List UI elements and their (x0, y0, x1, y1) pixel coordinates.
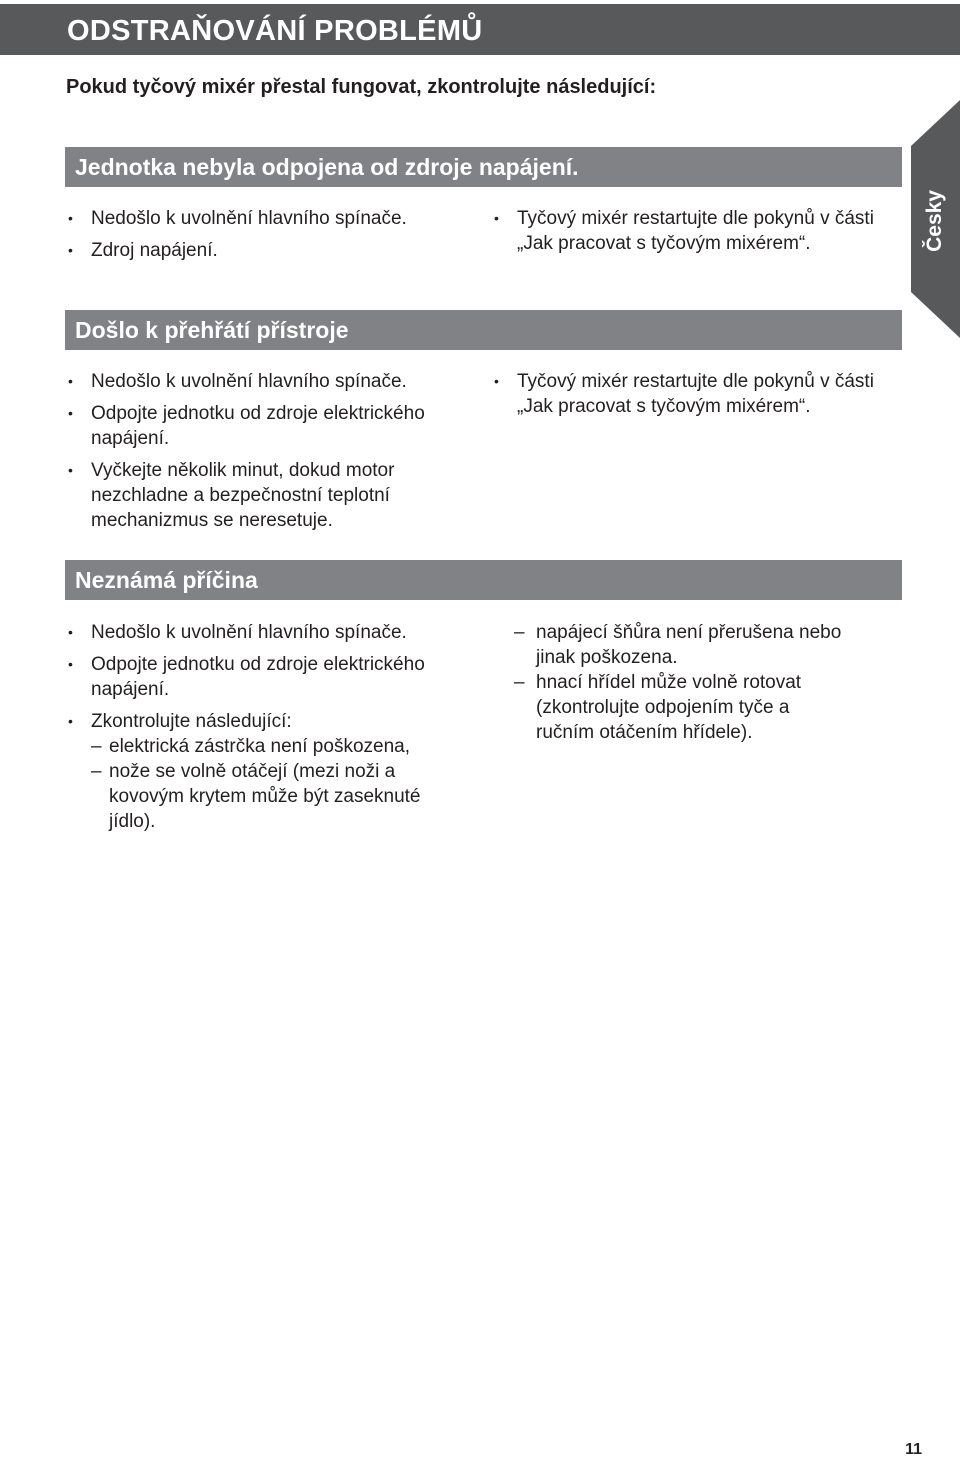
header-bar (0, 4, 960, 55)
list-item: • Nedošlo k uvolnění hlavního spínače. (66, 369, 451, 394)
list-item: • Tyčový mixér restartujte dle pokynů v části „Jak pracovat s tyčovým mixérem“. (492, 206, 892, 256)
section-header-unplugged (65, 147, 902, 187)
list-item: • Vyčkejte několik minut, dokud motor nezchladne a bezpečnostní teplotní mechanizmus se neresetuje. (66, 458, 451, 533)
page-title: ODSTRAŇOVÁNÍ PROBLÉMŮ (67, 15, 483, 47)
page-number: 11 (905, 1441, 922, 1458)
section-2-solutions (492, 369, 892, 426)
list-item: • Tyčový mixér restartujte dle pokynů v části „Jak pracovat s tyčovým mixérem“. (492, 369, 892, 419)
list-item: • Zdroj napájení. (66, 238, 466, 263)
intro-text: Pokud tyčový mixér přestal fungovat, zkontrolujte následující: (66, 76, 657, 98)
list-item: • Zkontrolujte následující: (66, 709, 451, 734)
list-item: • Odpojte jednotku od zdroje elektrického napájení. (66, 401, 451, 451)
list-item: • Nedošlo k uvolnění hlavního spínače. (66, 206, 466, 231)
section-1-checks (66, 206, 466, 270)
sub-list-item: – nože se volně otáčejí (mezi noži a kovovým krytem může být zaseknuté jídlo). (66, 759, 451, 834)
sub-list-item: – elektrická zástrčka není poškozena, (66, 734, 451, 759)
section-header-unknown (65, 560, 902, 600)
section-2-checks (66, 369, 451, 540)
section-1-solutions (492, 206, 892, 263)
section-3-more-checks (514, 620, 844, 745)
list-item: • Odpojte jednotku od zdroje elektrického napájení. (66, 652, 451, 702)
section-title: Neznámá příčina (75, 567, 258, 593)
language-tab-label: Česky (923, 190, 946, 252)
list-item: • Nedošlo k uvolnění hlavního spínače. (66, 620, 451, 645)
section-3-checks (66, 620, 451, 834)
section-title: Jednotka nebyla odpojena od zdroje napájení. (75, 154, 579, 180)
sub-list-item: – napájecí šňůra není přerušena nebo jinak poškozena. (514, 620, 844, 670)
section-header-overheated (65, 310, 902, 350)
sub-list-item: – hnací hřídel může volně rotovat (zkontrolujte odpojením tyče a ručním otáčením hřídele). (514, 670, 844, 745)
section-title: Došlo k přehřátí přístroje (75, 317, 349, 343)
